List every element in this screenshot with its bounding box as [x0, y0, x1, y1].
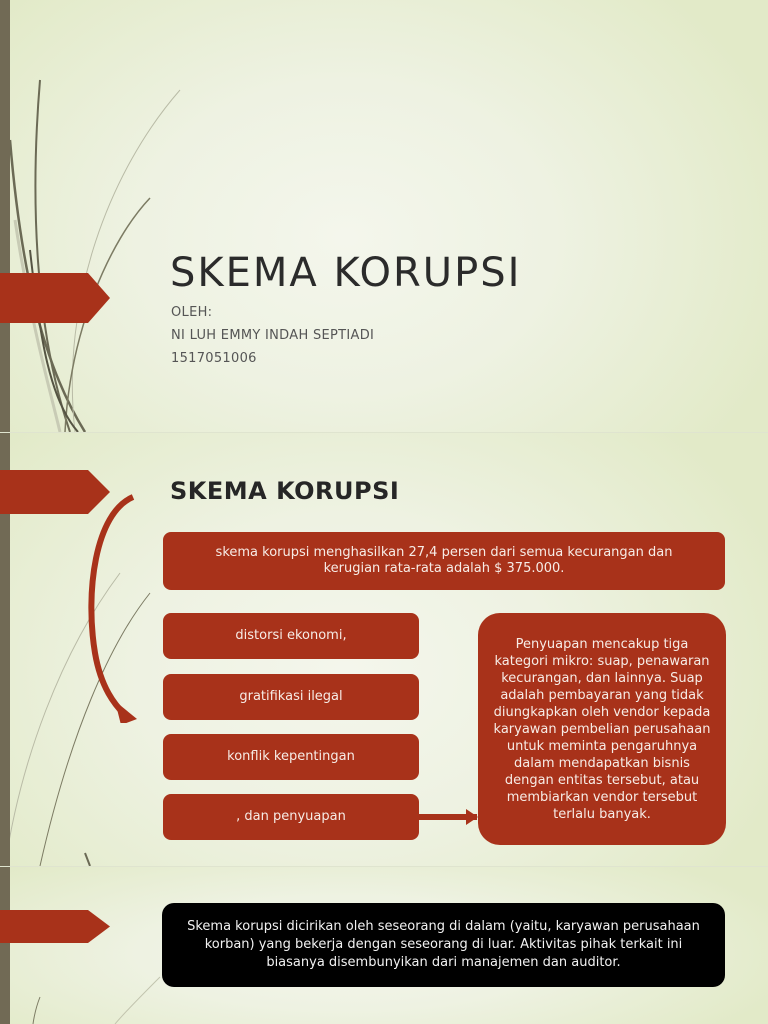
- slide-2: [0, 433, 768, 866]
- title-tag-arrow: [0, 273, 110, 323]
- item-box-penyuapan: , dan penyuapan: [163, 794, 419, 840]
- left-accent-bar: [0, 0, 10, 432]
- student-id: 1517051006: [171, 351, 257, 366]
- item-box-konflik: konflik kepentingan: [163, 734, 419, 780]
- slide-3: [0, 867, 768, 1024]
- curved-arrow-icon: [85, 493, 145, 723]
- title-tag-arrow: [0, 910, 110, 943]
- description-box: Skema korupsi dicirikan oleh seseorang di dalam (yaitu, karyawan perusahaan korban) yang bekerja dengan seseorang di luar. Aktivitas pihak terkait ini biasanya disembunyikan dari manajemen dan auditor.: [162, 903, 725, 987]
- summary-box: skema korupsi menghasilkan 27,4 persen dari semua kecurangan dan kerugian rata-rata adalah $ 375.000.: [163, 532, 725, 590]
- connector-arrow-head-icon: [466, 809, 478, 825]
- item-box-gratifikasi: gratifikasi ilegal: [163, 674, 419, 720]
- grass-decoration-icon: [0, 0, 200, 432]
- penyuapan-detail-box: Penyuapan mencakup tiga kategori mikro: suap, penawaran kecurangan, dan lainnya. Suap adalah pembayaran yang tidak diungkapkan oleh vendor kepada karyawan pembelian perusahaan untuk meminta pengaruhnya dalam mendapatkan bisnis dengan entitas tersebut, atau membiarkan vendor tersebut terlalu banyak.: [478, 613, 726, 845]
- left-accent-bar: [0, 867, 10, 1024]
- author-name: NI LUH EMMY INDAH SEPTIADI: [171, 328, 375, 343]
- author-label: OLEH:: [171, 305, 213, 320]
- slide-title: SKEMA KORUPSI: [170, 477, 400, 505]
- slide-1: [0, 0, 768, 432]
- item-box-distorsi: distorsi ekonomi,: [163, 613, 419, 659]
- slide-title: SKEMA KORUPSI: [170, 250, 522, 296]
